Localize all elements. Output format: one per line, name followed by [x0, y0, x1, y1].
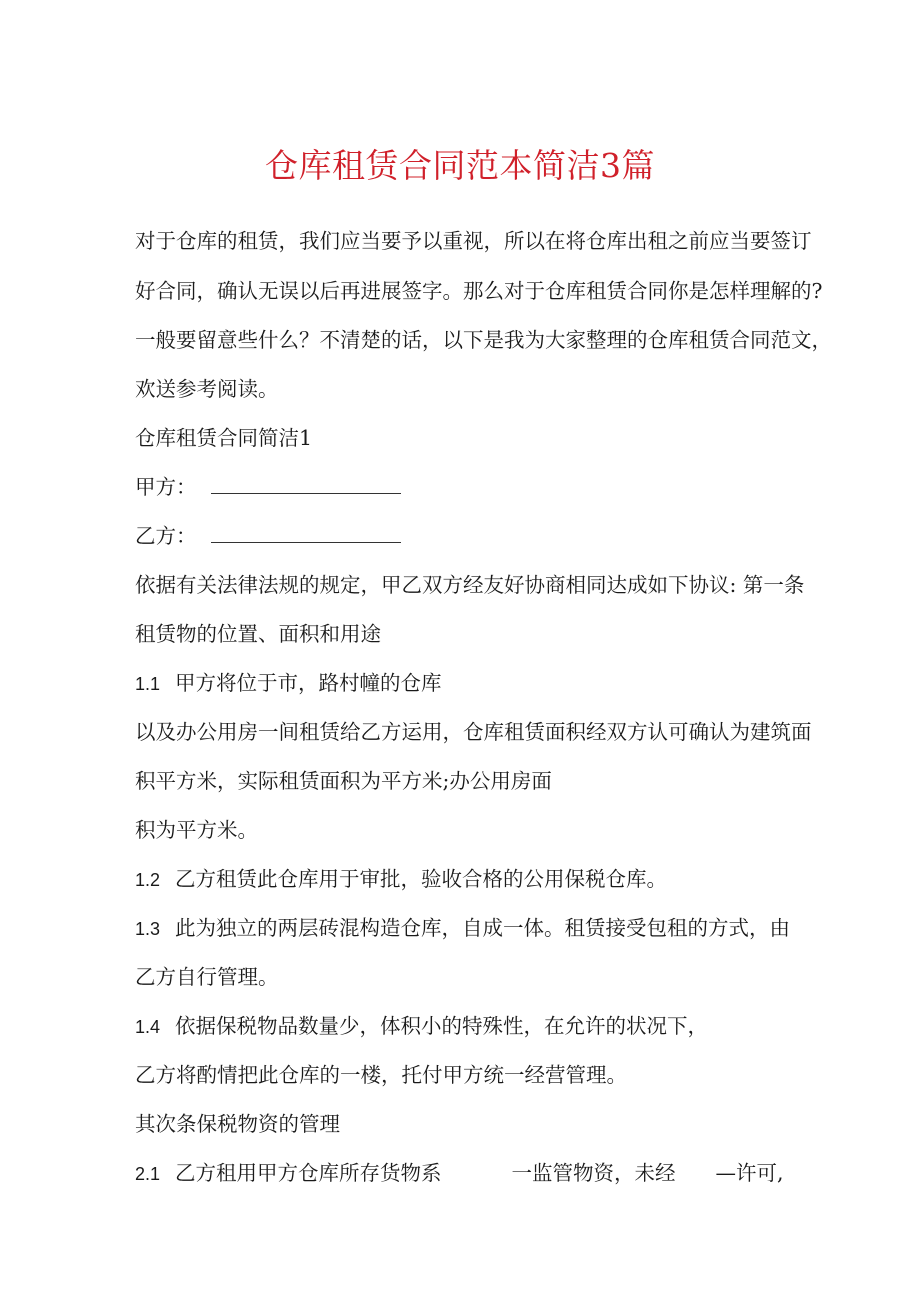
intro-line-3: 一般要留意些什么？不清楚的话，以下是我为大家整理的仓库租赁合同范文，: [135, 328, 832, 352]
clause-number: 1.4: [135, 1017, 161, 1037]
clause-number: 1.1: [135, 674, 161, 694]
clause-1-1-cont-3: 积为平方米。: [135, 818, 258, 842]
clause-1-1: [135, 668, 442, 699]
section-heading: 仓库租赁合同简洁1: [135, 426, 313, 450]
clause-2-1: [135, 1158, 784, 1189]
party-b-line: [135, 521, 401, 551]
clause-text: 此为独立的两层砖混构造仓库，自成一体。租赁接受包租的方式，由: [175, 916, 790, 940]
document-title: 仓库租赁合同范本简洁3篇: [265, 146, 655, 185]
party-a-blank: [211, 475, 401, 494]
clause-1-4: [135, 1011, 708, 1042]
clause-text: 乙方租赁此仓库用于审批，验收合格的公用保税仓库。: [175, 867, 667, 891]
clause-number: 2.1: [135, 1164, 161, 1184]
intro-line-1: 对于仓库的租赁，我们应当要予以重视，所以在将仓库出租之前应当要签订: [135, 229, 812, 253]
clause-text: 甲方将位于市，路村幢的仓库: [175, 671, 442, 695]
clause-1-1-cont-1: 以及办公用房一间租赁给乙方运用，仓库租赁面积经双方认可确认为建筑面: [135, 720, 812, 744]
clause-number: 1.3: [135, 919, 161, 939]
intro-line-4: 欢送参考阅读。: [135, 377, 279, 401]
party-b-label: 乙方：: [135, 524, 197, 548]
clause-text-part-2: 一监管物资，未经: [511, 1161, 676, 1185]
clause-1-3: [135, 913, 790, 944]
clause-text-part-1: 乙方租用甲方仓库所存货物系: [175, 1161, 442, 1185]
clause-1-1-cont-2: 积平方米，实际租赁面积为平方米;办公用房面: [135, 769, 552, 793]
preamble-line-2: 租赁物的位置、面积和用途: [135, 622, 381, 646]
party-b-blank: [211, 524, 401, 543]
party-a-line: [135, 472, 401, 502]
clause-text-part-3: —许可,: [715, 1161, 784, 1185]
article-2-heading: 其次条保税物资的管理: [135, 1112, 340, 1136]
intro-line-2: 好合同，确认无误以后再进展签字。那么对于仓库租赁合同你是怎样理解的?: [135, 279, 823, 303]
clause-text: 依据保税物品数量少，体积小的特殊性，在允许的状况下，: [175, 1014, 708, 1038]
clause-number: 1.2: [135, 870, 161, 890]
clause-1-3-cont: 乙方自行管理。: [135, 965, 279, 989]
clause-1-4-cont: 乙方将酌情把此仓库的一楼，托付甲方统一经营管理。: [135, 1063, 627, 1087]
preamble-line-1: 依据有关法律法规的规定，甲乙双方经友好协商相同达成如下协议: 第一条: [135, 573, 805, 597]
clause-1-2: [135, 864, 667, 895]
party-a-label: 甲方：: [135, 475, 197, 499]
